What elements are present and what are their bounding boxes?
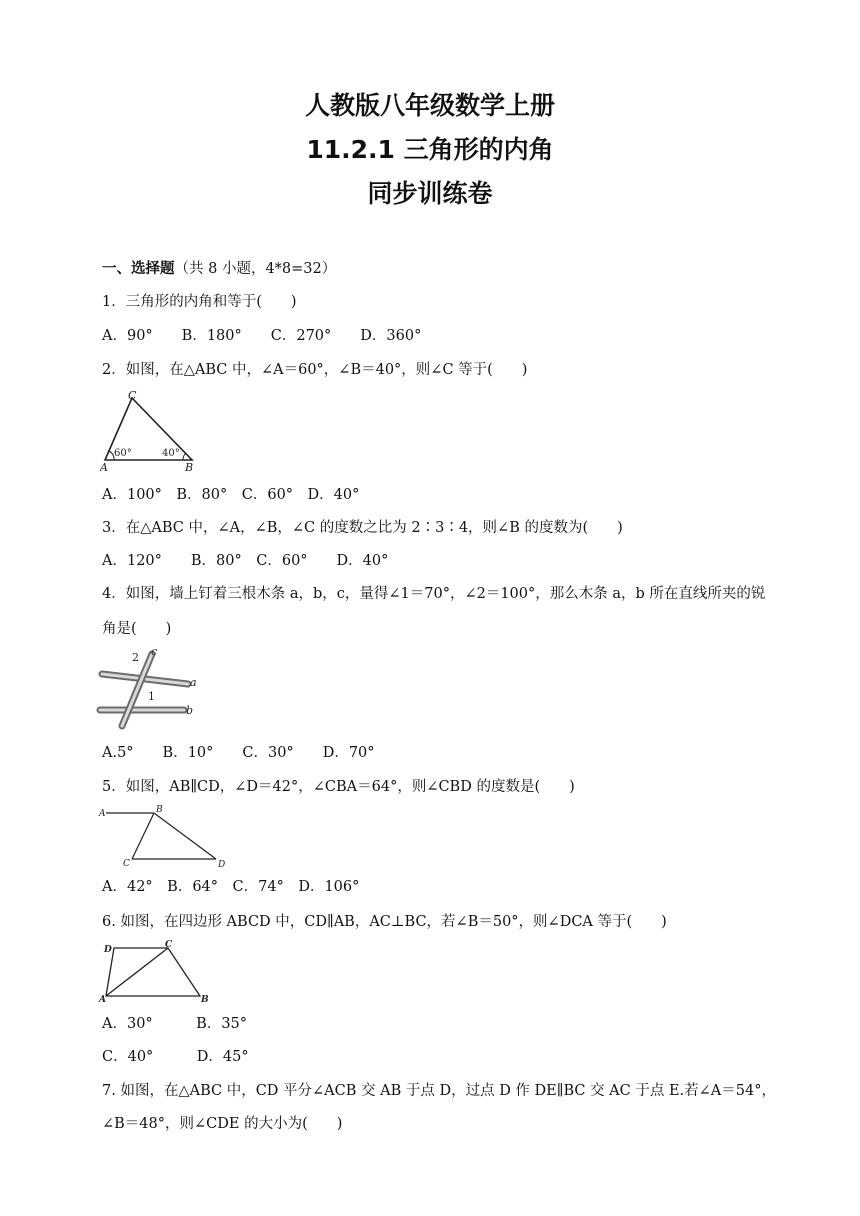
question-7-stem: 7. 如图，在△ABC 中，CD 平分∠ACB 交 AB 于点 D，过点 D 作 DE∥BC 交 AC 于点 E.若∠A＝54°， [102,1083,776,1099]
angle-2-label: 2 [132,651,139,664]
angle-a-label: 60° [114,448,132,459]
question-4-figure [96,646,200,732]
vertex-a-label: A [100,461,108,474]
question-3-options: A．120° B．80° C．60° D．40° [102,553,389,569]
question-4-options: A.5° B．10° C．30° D．70° [102,745,375,761]
point-d-label: D [104,945,112,955]
angle-b-label: 40° [162,448,180,459]
section-heading [102,259,336,279]
question-2-stem: 2．如图，在△ABC 中，∠A＝60°，∠B＝40°，则∠C 等于( ) [102,362,528,378]
point-a-label: A [99,995,106,1004]
question-1-options: A．90° B．180° C．270° D．360° [102,328,422,344]
question-6-options-row1: A．30° B．35° [102,1016,248,1032]
question-5-stem: 5．如图，AB∥CD，∠D＝42°，∠CBA＝64°，则∠CBD 的度数是( ) [102,779,575,795]
stick-a-label: a [190,676,197,689]
point-c-label: C [165,940,173,950]
question-6-figure [98,938,214,1004]
section-title: 一、选择题 [102,260,175,277]
question-5-options: A．42° B．64° C．74° D．106° [102,879,360,895]
point-b-label: B [201,995,209,1004]
doc-subtitle-2: 同步训练卷 [367,179,493,208]
vertex-c-label: C [128,389,137,402]
question-7-stem-cont: ∠B＝48°，则∠CDE 的大小为( ) [102,1116,343,1132]
point-c-label: C [123,859,130,869]
point-d-label: D [218,860,226,869]
stick-b-label: b [186,704,194,717]
question-5-figure [98,803,232,869]
question-6-options-row2: C．40° D．45° [102,1049,249,1065]
question-3-stem: 3．在△ABC 中，∠A，∠B，∠C 的度数之比为 2∶3∶4，则∠B 的度数为( ) [102,520,623,536]
section-note: （共 8 小题，4*8=32） [174,261,337,277]
vertex-b-label: B [185,461,194,474]
question-4-stem-cont: 角是( ) [102,621,172,637]
question-2-options: A．100° B．80° C．60° D．40° [102,487,360,503]
question-6-stem: 6. 如图，在四边形 ABCD 中，CD∥AB，AC⊥BC，若∠B＝50°，则∠DCA 等于( ) [102,914,667,930]
point-b-label: B [156,805,163,815]
doc-subtitle: 11.2.1 三角形的内角 [306,135,554,164]
question-2-figure [100,388,200,474]
doc-title: 人教版八年级数学上册 [304,91,555,120]
question-1-stem: 1．三角形的内角和等于( ) [102,294,297,310]
angle-1-label: 1 [148,690,155,703]
point-a-label: A [99,809,106,819]
question-4-stem: 4．如图，墙上钉着三根木条 a，b，c，量得∠1＝70°，∠2＝100°，那么木条 a，b 所在直线所夹的锐 [102,586,766,602]
stick-c-label: c [151,646,158,658]
